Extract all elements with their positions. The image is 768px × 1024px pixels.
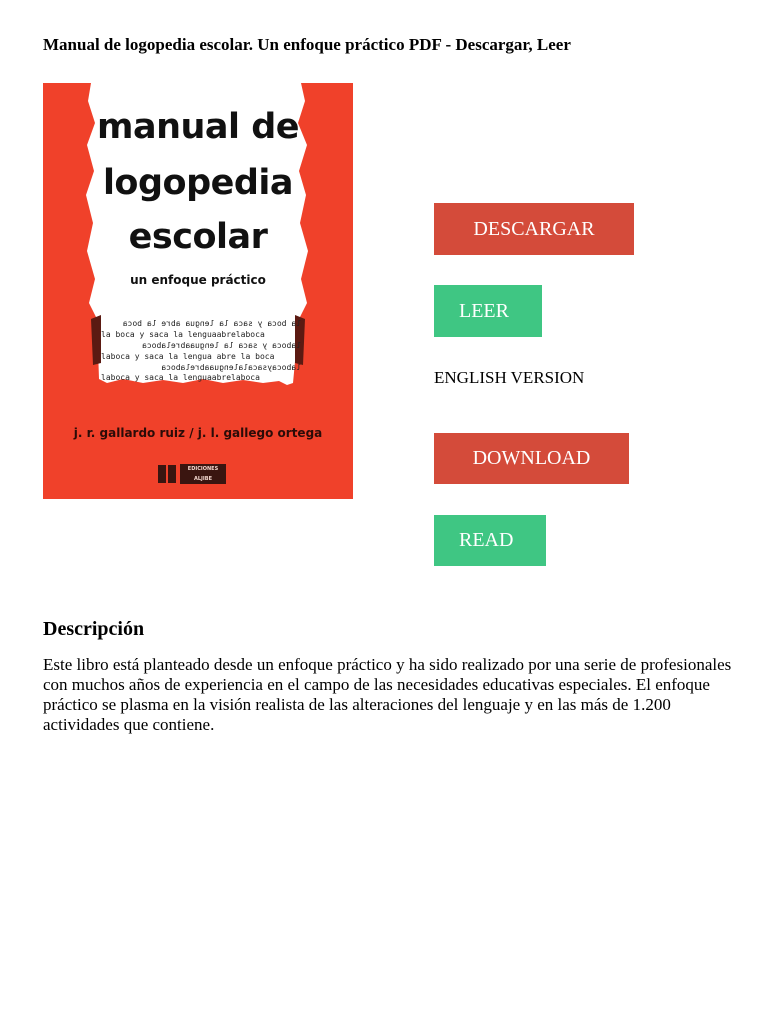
cover-text-line: laboca y saca la lengua abre la boca: [101, 352, 275, 361]
cover-title-line-1: manual de: [96, 107, 299, 147]
read-button[interactable]: READ: [434, 515, 546, 566]
cover-text-line: la boca y saca la lengua abre la boca: [122, 319, 301, 328]
download-button[interactable]: DOWNLOAD: [434, 433, 629, 484]
cover-title-line-3: escolar: [128, 217, 268, 257]
leer-button[interactable]: LEER: [434, 285, 542, 337]
cover-authors: j. r. gallardo ruiz / j. l. gallego ortega: [73, 426, 323, 440]
publisher-logo: [158, 463, 238, 485]
cover-text-line: laboca y saca la lenguaabrelaboca: [142, 341, 301, 350]
description-heading: Descripción: [43, 618, 145, 640]
book-cover-image: [43, 83, 353, 499]
cover-text-line: la boca y saca la lenguaabrelaboca: [101, 330, 265, 339]
publisher-line-1: EDICIONES: [187, 466, 219, 472]
publisher-line-2: ALJIBE: [193, 476, 212, 482]
page-title: Manual de logopedia escolar. Un enfoque práctico PDF - Descargar, Leer: [43, 35, 571, 54]
cover-text-line: laboca y saca la lenguaabrelaboca: [101, 373, 260, 382]
publisher-name: [180, 464, 226, 484]
cover-subtitle: un enfoque práctico: [130, 273, 266, 287]
english-version-label: ENGLISH VERSION: [434, 368, 585, 387]
cover-text-line: labocaysacalalenguaabrelaboca: [161, 363, 301, 372]
descargar-button[interactable]: DESCARGAR: [434, 203, 634, 255]
cover-title-line-2: logopedia: [102, 163, 294, 203]
publisher-mark-icon: [158, 465, 176, 483]
description-body: Este libro está planteado desde un enfoque práctico y ha sido realizado por una serie de profesionales con muchos años de experiencia en el campo de las necesidades educativas especiales. El enfoque práctico se plasma en la visión realista de las alteraciones del lenguaje y en las más de 1.200 actividades que contiene.: [43, 655, 732, 734]
